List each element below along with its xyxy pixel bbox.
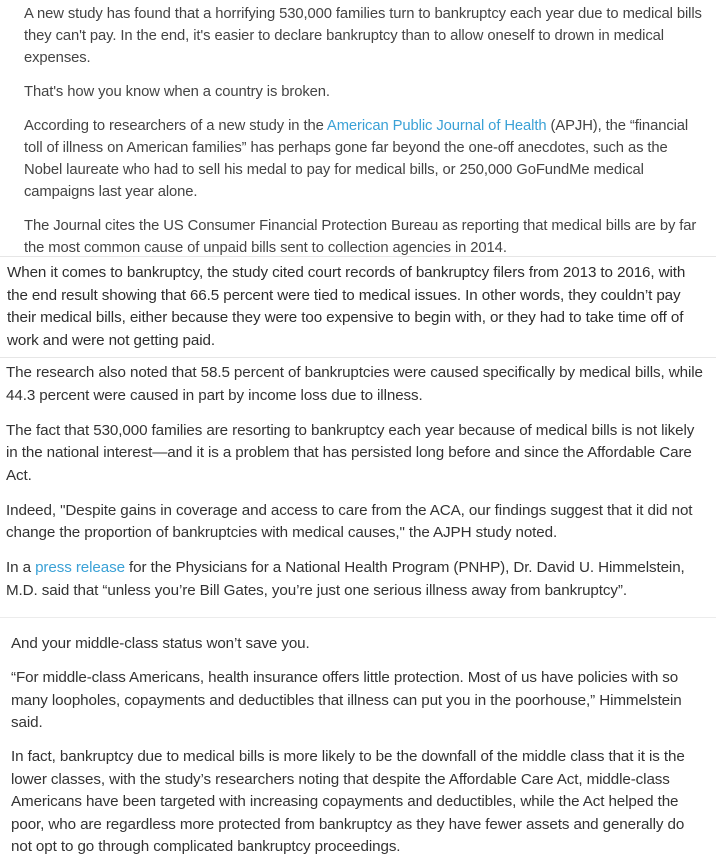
paragraph-national-interest: The fact that 530,000 families are resorting to bankruptcy each year because of medical bills is not likely in the national interest—and it is a problem that has persisted long before and since the Affordable Care Act.: [6, 421, 695, 484]
paragraph-percentages: The research also noted that 58.5 percent of bankruptcies were caused specifically by medical bills, while 44.3 percent were caused in part by income loss due to illness.: [6, 364, 703, 404]
paragraph-aca-quote: Indeed, "Despite gains in coverage and access to care from the ACA, our findings suggest that it did not change the proportion of bankruptcies with medical causes," the AJPH study noted.: [6, 501, 693, 541]
press-release-link[interactable]: press release: [35, 559, 125, 576]
article-section-findings: [0, 359, 716, 615]
paragraph-broken-country: That's how you know when a country is broken.: [24, 84, 330, 100]
paragraph-text: for the Physicians for a National Health Program (PNHP), Dr. David U. Himmelstein, M.D. said that “unless you’re Bill Gates, you’re just one serious illness away from bankruptcy”.: [6, 559, 685, 599]
paragraph-text: In a: [6, 559, 36, 576]
paragraph-study-intro: A new study has found that a horrifying 530,000 families turn to bankruptcy each year due to medical bills they can't pay. In the end, it's easier to declare bankruptcy than to allow oneself to drown in medical expenses.: [24, 6, 702, 66]
paragraph-press-release: [6, 557, 706, 602]
apjh-link[interactable]: American Public Journal of Health: [326, 118, 547, 134]
article-section-intro: [0, 0, 716, 255]
paragraph-middle-class-downfall: In fact, bankruptcy due to medical bills is more likely to be the downfall of the middle class that it is the lower classes, with the study’s researchers noting that despite the Affordable Care Act, middle-class Americans have been targeted with increasing copayments and deductibles, while the Act helped the poor, who are regardless more protected from bankruptcy as they have fewer assets and generally do not opt to go through complicated bankruptcy proceedings.: [11, 748, 685, 855]
paragraph-himmelstein-quote: “For middle-class Americans, health insurance offers little protection. Most of us have policies with so many loopholes, copayments and deductibles that illness can put you in the poorhouse,” Himmelstein said.: [11, 669, 682, 731]
paragraph-apjh-research: [24, 115, 702, 203]
paragraph-text: According to researchers of a new study in the: [24, 118, 327, 134]
paragraph-court-records: When it comes to bankruptcy, the study cited court records of bankruptcy filers from 2013 to 2016, with the end result showing that 66.5 percent were tied to medical issues. In other words, they couldn’t pay their medical bills, either because they were too expensive to begin with, or they had to take time off of work and were not getting paid.: [7, 264, 686, 349]
article-section-court-records: [0, 256, 716, 358]
paragraph-middle-class-status: And your middle-class status won’t save you.: [11, 635, 310, 652]
article-section-middle-class: [0, 617, 716, 865]
paragraph-cfpb-report: The Journal cites the US Consumer Financial Protection Bureau as reporting that medical bills are by far the most common cause of unpaid bills sent to collection agencies in 2014.: [24, 218, 697, 256]
paragraph-text: (APJH), the “financial toll of illness on American families” has perhaps gone far beyond the one-off anecdotes, such as the Nobel laureate who had to sell his medal to pay for medical bills, or 250,000 GoFundMe medical campaigns last year alone.: [24, 118, 689, 200]
